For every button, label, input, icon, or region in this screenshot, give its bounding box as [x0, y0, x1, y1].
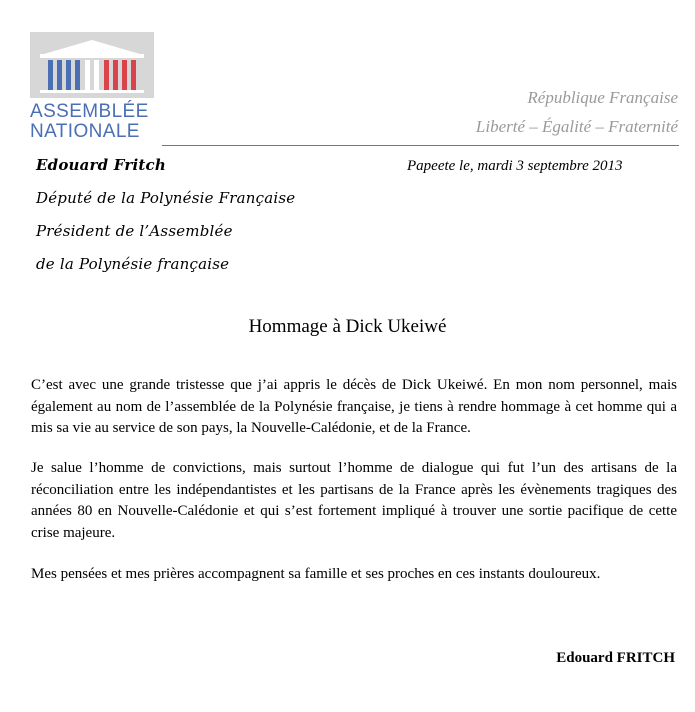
- sender-title-2: Président de l’Assemblée: [36, 222, 233, 240]
- logo-columns: [48, 60, 136, 90]
- sender-title-1: Député de la Polynésie Française: [36, 189, 296, 207]
- header-divider: [162, 145, 679, 146]
- logo-text-line1: ASSEMBLÉE: [30, 101, 149, 122]
- logo-text-line2: NATIONALE: [30, 121, 140, 142]
- sender-name: Edouard Fritch: [36, 156, 166, 174]
- letter-date: Papeete le, mardi 3 septembre 2013: [407, 158, 623, 174]
- paragraph-1: C’est avec une grande tristesse que j’ai appris le décès de Dick Ukeiwé. En mon nom personnel, mais également au nom de l’assemblée de la Polynésie française, je tiens à rendre hommage à cet homme qui a mis sa vie au service de son pays, la Nouvelle-Calédonie, et de la France.: [31, 377, 677, 436]
- assemblee-nationale-logo: [30, 32, 156, 144]
- hemicycle-icon: [30, 32, 154, 98]
- paragraph-3: Mes pensées et mes prières accompagnent sa famille et ses proches en ces instants douloureux.: [31, 566, 601, 582]
- logo-emblem: [30, 32, 154, 98]
- letter-title: Hommage à Dick Ukeiwé: [248, 316, 447, 337]
- motto-devise: Liberté – Égalité – Fraternité: [475, 117, 678, 136]
- sender-title-3: de la Polynésie française: [36, 255, 230, 273]
- motto-republique: République Française: [527, 88, 678, 107]
- paragraph-2: Je salue l’homme de convictions, mais surtout l’homme de dialogue qui fut l’un des artisans de la réconciliation entre les indépendantistes et les partisans de la France après les évènements tragiques des années 80 en Nouvelle-Calédonie et qui s’est fortement impliqué à trouver une sortie pacifique de cette crise majeure.: [31, 460, 677, 541]
- signature: Edouard FRITCH: [556, 650, 675, 666]
